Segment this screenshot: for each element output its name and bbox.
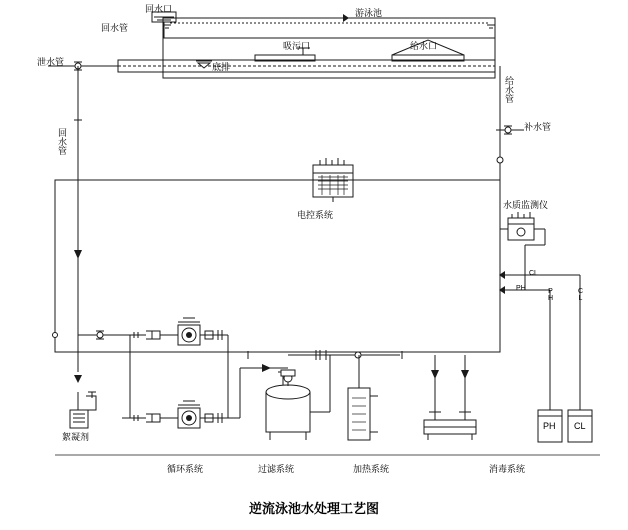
label-return-inlet: 回水口 xyxy=(145,4,173,14)
label-cl-tank: CL xyxy=(574,421,586,431)
label-return-pipe-vertical: 回水管 xyxy=(57,128,67,155)
label-ph-vertical: PH xyxy=(547,288,554,302)
label-ph-line: PH xyxy=(516,285,526,292)
section-label-heating: 加热系统 xyxy=(353,464,390,474)
label-drain-pipe: 泄水管 xyxy=(37,57,65,67)
return-flow-arrow xyxy=(74,375,82,383)
section-label-disinfection: 消毒系统 xyxy=(489,464,526,474)
label-suction-drain: 吸污口 xyxy=(283,41,311,51)
main-loop-rect xyxy=(55,180,500,352)
label-ph-tank: PH xyxy=(543,421,556,431)
label-flocculant: 絮凝剂 xyxy=(62,432,90,442)
label-cl-line: CL xyxy=(529,270,538,277)
section-label-circulation: 循环系统 xyxy=(167,464,204,474)
label-supply-pipe-vertical: 给水管 xyxy=(504,76,514,103)
label-water-quality-monitor: 水质监测仪 xyxy=(503,200,549,210)
flocculant-dosing-box xyxy=(70,410,88,428)
label-makeup-water-pipe: 补水管 xyxy=(524,122,552,132)
filter-top-cap xyxy=(266,385,310,399)
section-label-filtration: 过滤系统 xyxy=(258,464,295,474)
pool-pointer xyxy=(343,14,349,22)
label-return-pipe-top: 回水管 xyxy=(101,23,129,33)
filter-body xyxy=(266,392,310,432)
label-bottom-drain: 底排 xyxy=(212,62,231,72)
label-supply-inlet: 给水口 xyxy=(410,41,438,51)
label-cl-vertical: CL xyxy=(577,288,584,302)
label-pool: 游泳池 xyxy=(355,8,383,18)
diagram-title: 逆流泳池水处理工艺图 xyxy=(248,501,379,516)
label-control-system: 电控系统 xyxy=(297,210,334,220)
